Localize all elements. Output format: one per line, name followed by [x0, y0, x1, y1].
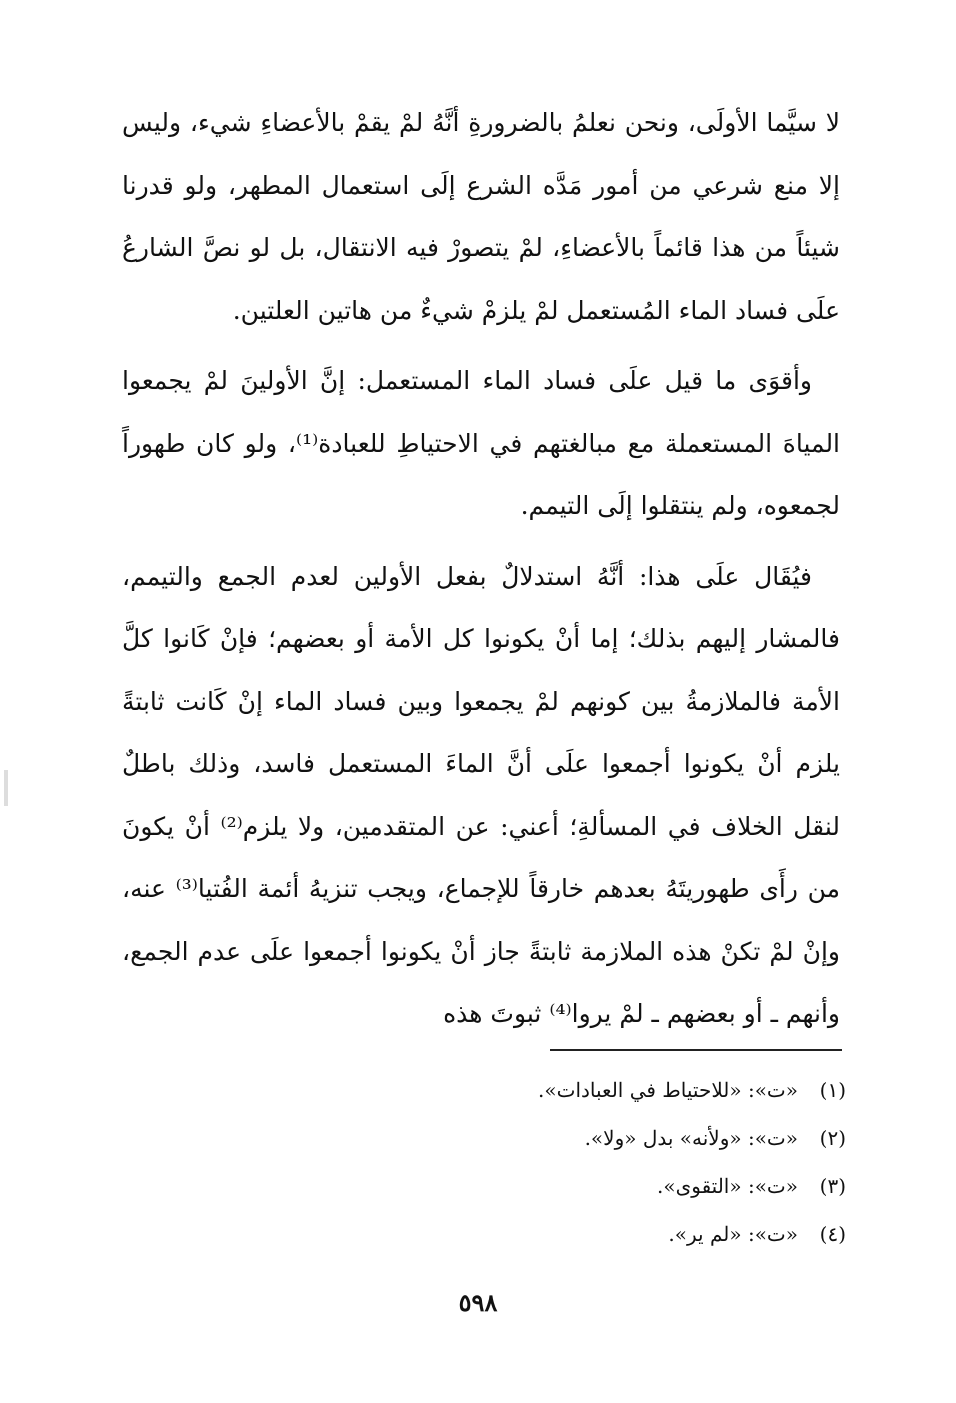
footnote-2 [346, 1114, 846, 1162]
footnote-text: «ت»: «لم ير». [668, 1222, 798, 1246]
main-text [122, 92, 840, 1046]
footnote-number: (٤) [819, 1222, 846, 1246]
scan-edge-mark [4, 770, 8, 806]
footnote-number: (٣) [819, 1174, 846, 1198]
footnote-text: «ت»: «للاحتياط في العبادات». [538, 1078, 798, 1102]
footnote-text: «ت»: «ولأنه» بدل «ولا». [584, 1126, 798, 1150]
footnote-3 [346, 1162, 846, 1210]
footnote-text: «ت»: «التقوى». [656, 1174, 798, 1198]
footnote-separator [550, 1049, 842, 1051]
footnote-number: (١) [819, 1078, 846, 1102]
footnote-1 [346, 1066, 846, 1114]
footnote-4 [346, 1210, 846, 1258]
paragraph-1: لا سيَّما الأولَى، ونحن نعلمُ بالضرورةِ أنَّهُ لمْ يقمْ بالأعضاءِ شيء، وليس إلا منع شرعي من أمور مَدَّه الشرع إلَى استعمال المطهر، ولو قدرنا شيئاً من هذا قائماً بالأعضاءِ، لمْ يتصورْ فيه الانتقال، بل لو نصَّ الشارعُ علَى فساد الماء المُستعمل لمْ يلزمْ شيءٌ من هاتين العلتين. [122, 108, 840, 325]
paragraph-gap [122, 342, 840, 350]
paragraph-3: فيُقَال علَى هذا: أنَّهُ استدلالٌ بفعل الأولين لعدم الجمع والتيمم، فالمشار إليهم بذلك؛ إما أنْ يكونوا كل الأمة أو بعضهم؛ فإنْ كَانوا كلَّ الأمة فالملازمةُ بين كونهم لمْ يجمعوا وبين فساد الماء إنْ كَانت ثابتةً يلزم أنْ يكونوا أجمعوا علَى أنَّ الماءَ المستعمل فاسد، وذلك باطلٌ لنقل الخلاف في المسألةِ؛ أعني: عن المتقدمين، ولا يلزم⁽²⁾ أنْ يكونَ من رأَى طهوريتَهُ بعدهم خارقاً للإجماع، ويجب تنزيهُ أئمة الفُتيا⁽³⁾ عنه، وإنْ لمْ تكنْ هذه الملازمة ثابتةً جاز أنْ يكونوا أجمعوا علَى عدم الجمع، وأنهم ـ أو بعضهم ـ لمْ يروا⁽⁴⁾ ثبوتَ هذه [122, 561, 840, 1028]
footnotes [346, 1066, 846, 1258]
page-number: ٥٩٨ [458, 1288, 498, 1317]
paragraph-2: وأقوَى ما قيل علَى فساد الماء المستعمل: إنَّ الأولينَ لمْ يجمعوا المياهَ المستعملة مع مبالغتهم في الاحتياطِ للعبادة⁽¹⁾، ولو كان طهوراً لجمعوه، ولم ينتقلوا إلَى التيمم. [122, 366, 841, 520]
paragraph-gap [122, 538, 840, 546]
footnote-number: (٢) [819, 1126, 846, 1150]
